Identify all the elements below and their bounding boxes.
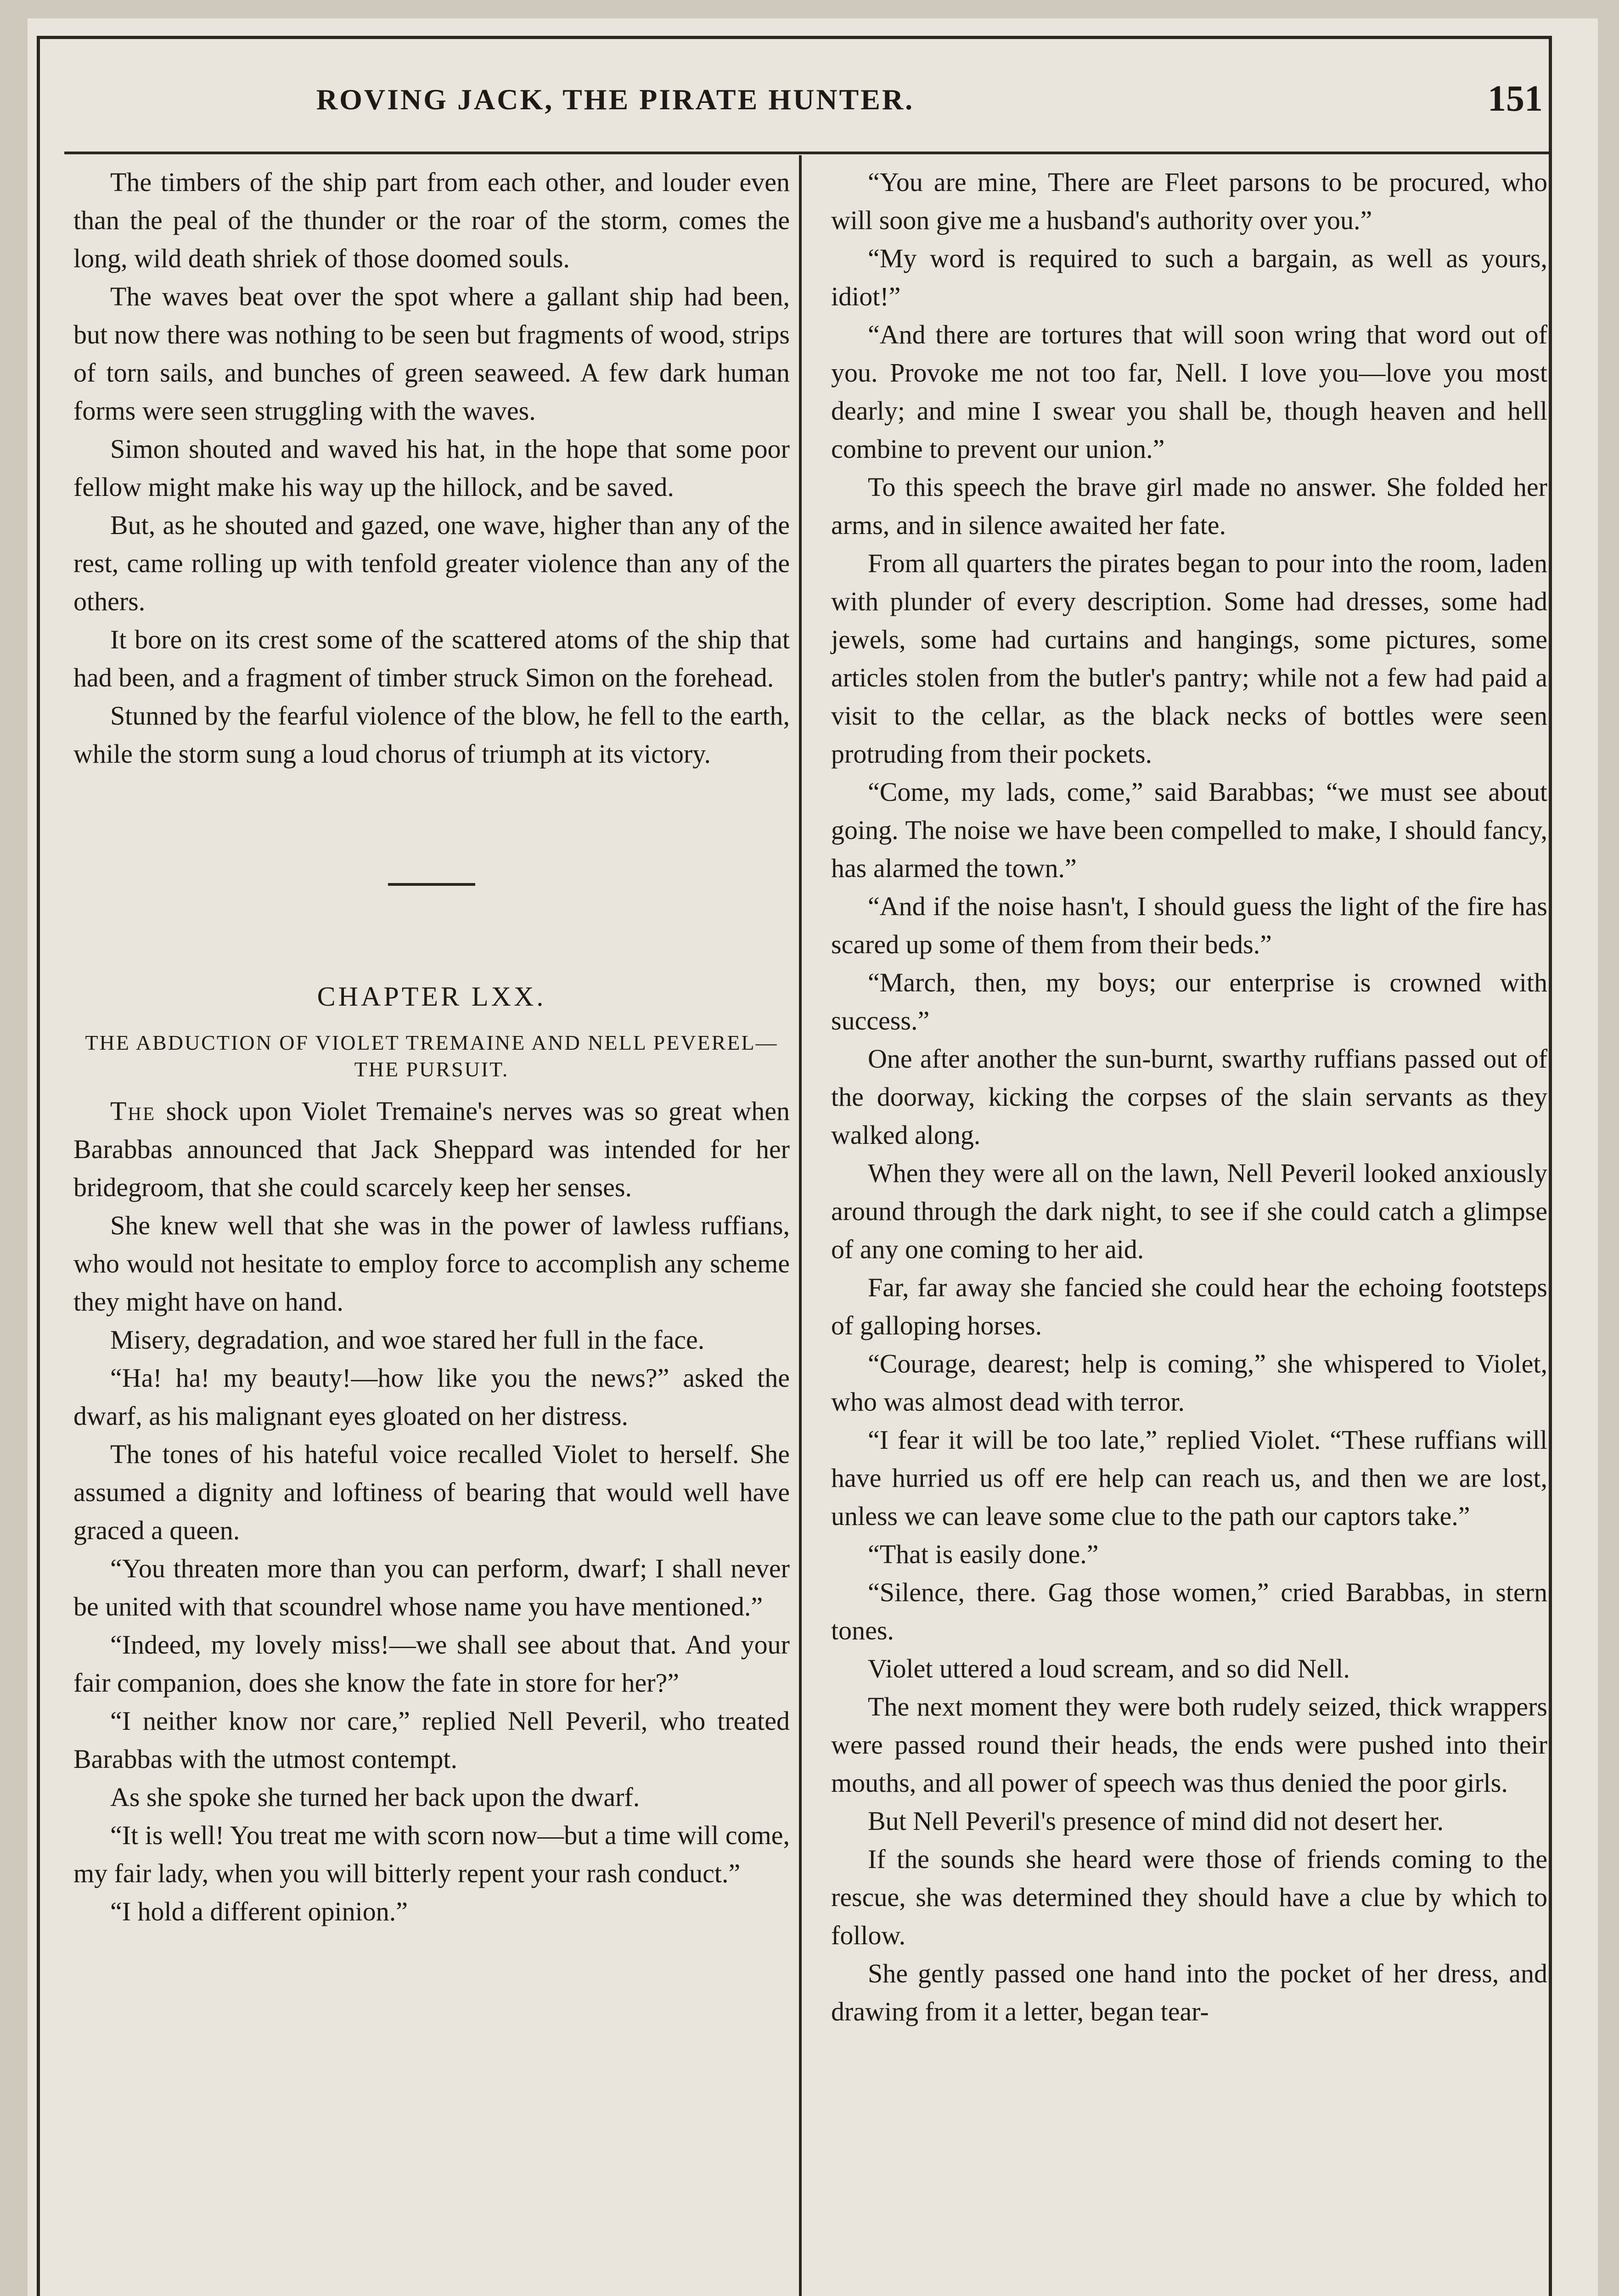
paragraph: The next moment they were both rudely seized, thick wrappers were passed round their heads, the ends were pushed into their mouths, and all power of speech was thus denied the poor girls. xyxy=(831,1692,1547,1798)
paragraph: “And if the noise hasn't, I should guess the light of the fire has scared up some of them from their beds.” xyxy=(831,891,1547,959)
paragraph: “Ha! ha! my beauty!—how like you the news?” asked the dwarf, as his malignant eyes gloated on her distress. xyxy=(73,1363,790,1431)
paragraph: Far, far away she fancied she could hear the echoing footsteps of galloping horses. xyxy=(831,1272,1547,1340)
paragraph: “March, then, my boys; our enterprise is crowned with success.” xyxy=(831,968,1547,1035)
paragraph: She knew well that she was in the power of lawless ruffians, who would not hesitate to employ force to accomplish any scheme they might have on hand. xyxy=(73,1210,790,1317)
right-column xyxy=(831,163,1547,2031)
paragraph: “I neither know nor care,” replied Nell Peveril, who treated Barabbas with the utmost contempt. xyxy=(73,1706,790,1774)
column-divider xyxy=(799,155,802,2296)
paragraph: When they were all on the lawn, Nell Peveril looked anxiously around through the dark night, to see if she could catch a glimpse of any one coming to her aid. xyxy=(831,1158,1547,1264)
chapter-number: CHAPTER LXX. xyxy=(317,981,546,1012)
paragraph: Misery, degradation, and woe stared her full in the face. xyxy=(110,1325,705,1355)
paragraph: If the sounds she heard were those of friends coming to the rescue, she was determined they should have a clue by which to follow. xyxy=(831,1844,1547,1950)
chapter-title: THE ABDUCTION OF VIOLET TREMAINE AND NELL PEVEREL—THE PURSUIT. xyxy=(85,1031,778,1081)
paragraph: Violet uttered a loud scream, and so did Nell. xyxy=(868,1654,1350,1683)
chapter-opening-paragraph xyxy=(73,1092,790,1206)
paragraph: “I hold a different opinion.” xyxy=(110,1896,408,1926)
paragraph: “Come, my lads, come,” said Barabbas; “we must see about going. The noise we have been compelled to make, I should fancy, has alarmed the town.” xyxy=(831,777,1547,883)
left-paragraphs-after-chapter xyxy=(73,1206,790,1930)
paragraph: “And there are tortures that will soon wring that word out of you. Provoke me not too far, Nell. I love you—love you most dearly; and mine I swear you shall be, though heaven and hell combine to prevent our union.” xyxy=(831,320,1547,464)
paragraph: The tones of his hateful voice recalled Violet to herself. She assumed a dignity and loftiness of bearing that would well have graced a queen. xyxy=(73,1439,790,1545)
paragraph: But Nell Peveril's presence of mind did not desert her. xyxy=(868,1806,1444,1836)
paragraph: “Courage, dearest; help is coming,” she whispered to Violet, who was almost dead with terror. xyxy=(831,1349,1547,1417)
paragraph: The timbers of the ship part from each other, and louder even than the peal of the thunder or the roar of the storm, comes the long, wild death shriek of those doomed souls. xyxy=(73,167,790,273)
paragraph: “You are mine, There are Fleet parsons to be procured, who will soon give me a husband's authority over you.” xyxy=(831,167,1547,235)
paragraph: Simon shouted and waved his hat, in the hope that some poor fellow might make his way up the hillock, and be saved. xyxy=(73,434,790,502)
paragraph: She gently passed one hand into the pocket of her dress, and drawing from it a letter, began tear- xyxy=(831,1958,1547,2026)
chapter-divider-rule xyxy=(388,883,475,886)
chapter-opening-text: shock upon Violet Tremaine's nerves was so great when Barabbas announced that Jack Sheppard was intended for her bridegroom, that she could scarcely keep her senses. xyxy=(73,1096,790,1202)
paragraph: “My word is required to such a bargain, as well as yours, idiot!” xyxy=(831,243,1547,311)
left-column xyxy=(73,163,790,1930)
paragraph: As she spoke she turned her back upon the dwarf. xyxy=(110,1782,640,1812)
paragraph: To this speech the brave girl made no answer. She folded her arms, and in silence awaited her fate. xyxy=(831,472,1547,540)
paragraph: “I fear it will be too late,” replied Violet. “These ruffians will have hurried us off ere help can reach us, and then we are lost, unless we can leave some clue to the path our captors take.” xyxy=(831,1425,1547,1531)
paragraph: “Silence, there. Gag those women,” cried Barabbas, in stern tones. xyxy=(831,1577,1547,1645)
header-rule xyxy=(64,152,1552,154)
chapter-opening-word: The xyxy=(110,1096,156,1126)
page-number: 151 xyxy=(1488,79,1543,119)
running-title: ROVING JACK, THE PIRATE HUNTER. xyxy=(316,83,915,116)
paragraph: Stunned by the fearful violence of the blow, he fell to the earth, while the storm sung a loud chorus of triumph at its victory. xyxy=(73,701,790,769)
paragraph: It bore on its crest some of the scattered atoms of the ship that had been, and a fragment of timber struck Simon on the forehead. xyxy=(73,625,790,692)
paragraph: One after another the sun-burnt, swarthy ruffians passed out of the doorway, kicking the corpses of the slain servants as they walked along. xyxy=(831,1044,1547,1150)
left-paragraphs-before-chapter xyxy=(73,163,790,773)
paragraph: “You threaten more than you can perform, dwarf; I shall never be united with that scoundrel whose name you have mentioned.” xyxy=(73,1553,790,1621)
paragraph: “That is easily done.” xyxy=(868,1539,1099,1569)
paragraph: The waves beat over the spot where a gallant ship had been, but now there was nothing to be seen but fragments of wood, strips of torn sails, and bunches of green seaweed. A few dark human forms were seen struggling with the waves. xyxy=(73,281,790,426)
paragraph: “Indeed, my lovely miss!—we shall see about that. And your fair companion, does she know the fate in store for her?” xyxy=(73,1630,790,1698)
paragraph: From all quarters the pirates began to pour into the room, laden with plunder of every description. Some had dresses, some had jewels, some had curtains and hangings, some pictures, some articles stolen from the butler's pantry; while not a few had paid a visit to the cellar, as the black necks of bottles were seen protruding from their pockets. xyxy=(831,548,1547,769)
paragraph: “It is well! You treat me with scorn now—but a time will come, my fair lady, when you will bitterly repent your rash conduct.” xyxy=(73,1820,790,1888)
paragraph: But, as he shouted and gazed, one wave, higher than any of the rest, came rolling up with tenfold greater violence than any of the others. xyxy=(73,510,790,616)
